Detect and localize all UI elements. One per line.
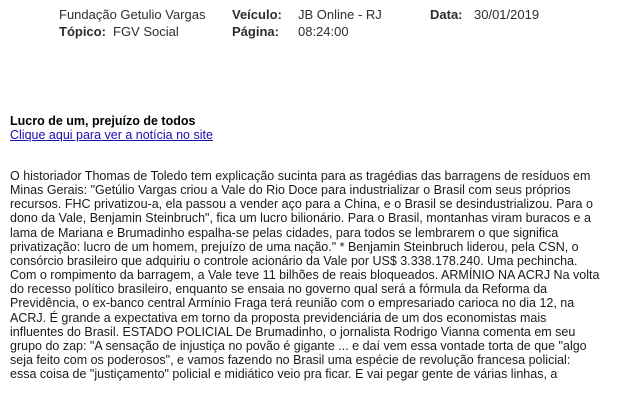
article-line: consórcio brasileiro que adquiriu o controle acionário da Vale por US$ 3.338.178.240. Uma pechincha. bbox=[10, 253, 578, 268]
data-label: Data: bbox=[430, 7, 463, 22]
clipping-header bbox=[0, 0, 623, 48]
article-line: recursos. FHC privatizou-a, ela passou a vender aço para a China, e o Brasil se desindustrializou. Para o bbox=[10, 197, 593, 212]
pagina-label: Página: bbox=[232, 24, 279, 39]
article-line: dono da Vale, Benjamin Steinbruch", fica um lucro bilionário. Para o Brasil, montanhas viram buracos e a bbox=[10, 211, 591, 226]
article-line: Minas Gerais: "Getúlio Vargas criou a Vale do Rio Doce para industrializar o Brasil com seus próprios bbox=[10, 183, 571, 198]
article-body bbox=[10, 169, 615, 381]
topico-value: FGV Social bbox=[113, 24, 179, 39]
article-line: Previdência, o ex-banco central Armínio Fraga terá reunião com o empresariado carioca no dia 12, na bbox=[10, 296, 575, 311]
topico-label: Tópico: bbox=[59, 24, 106, 39]
veiculo-label: Veículo: bbox=[232, 7, 282, 22]
article-line: privatização: lucro de um homem, prejuízo de uma nação." * Benjamin Steinbruch liderou, pela CSN, o bbox=[10, 239, 579, 254]
article-line: influentes do Brasil. ESTADO POLICIAL De Brumadinho, o jornalista Rodrigo Vianna comenta em seu bbox=[10, 324, 576, 339]
article-line: ACRJ. É grande a expectativa em torno da proposta previdenciária de um dos economistas mais bbox=[10, 310, 547, 325]
article-line: do recesso político brasileiro, enquanto se ensaia no governo qual será a fórmula da Reforma da bbox=[10, 282, 548, 297]
pagina-value: 08:24:00 bbox=[298, 24, 349, 39]
article-line: lama de Mariana e Brumadinho espalha-se pelas cidades, para todos se lembrarem o que significa bbox=[10, 225, 559, 240]
article-line: O historiador Thomas de Toledo tem explicação sucinta para as tragédias das barragens de resíduos em bbox=[10, 169, 591, 183]
source-name: Fundação Getulio Vargas bbox=[59, 7, 206, 22]
view-article-link[interactable]: Clique aqui para ver a notícia no site bbox=[10, 128, 213, 142]
article-line: grupo do zap: "A sensação de injustiça no povão é gigante ... e daí vem essa vontade torta de que "algo bbox=[10, 338, 587, 353]
data-value: 30/01/2019 bbox=[474, 7, 540, 22]
article-line: essa coisa de "justiçamento" policial e midiático veio pra ficar. E vai pegar gente de várias linhas, a bbox=[10, 367, 558, 382]
article-line: Com o rompimento da barragem, a Vale teve 11 bilhões de reais bloqueados. ARMÍNIO NA ACRJ Na volta bbox=[10, 268, 600, 283]
article-line: seja feito com os poderosos", e vamos fazendo no Brasil uma espécie de revolução francesa policial: bbox=[10, 353, 571, 368]
article-title: Lucro de um, prejuízo de todos bbox=[10, 114, 196, 128]
veiculo-value: JB Online - RJ bbox=[298, 7, 382, 22]
